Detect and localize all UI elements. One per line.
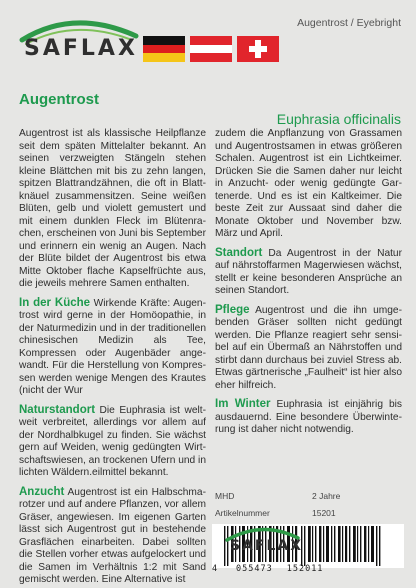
bottom-brand-name: SAFLAX — [230, 538, 304, 554]
location-text: Die Euphrasia ist weltweit verbreitet, allerdings vor allem auf der Nordhalbkugel zu finden. Sie wächst gern auf Weiden, wenig gedüngten Wirtschaftswiesen, an trockenen Ufern und in lichten Wäldern.eilmittel bekannt. — [19, 404, 206, 478]
winter-text: Euphrasia ist einjährig bis ausdauernd. Eine besondere Überwinterung ist daher nicht notwendig. — [215, 399, 402, 435]
site-section — [215, 247, 402, 298]
saflax-logo — [14, 10, 144, 68]
care-heading: Pflege — [215, 303, 250, 316]
article-value: 15201 — [312, 508, 336, 518]
barcode-number — [212, 564, 404, 574]
article-label: Artikelnummer — [215, 508, 270, 518]
switzerland-flag-icon — [237, 36, 279, 62]
care-text: Augentrost und die ihn umgebenden Gräser sollten nicht gedüngt werden. Die Pflanze reagiert sehr sensibel auf ein Übermaß an Nährstoffen und stirbt dann durchaus bei zuviel Stress ab. Etwas gärtnerische „Faulheit“ ist hier also eher hilfreich. — [215, 304, 402, 391]
cultivation-text: Augentrost ist ein Halbschmarotzer und auf andere Pflanzen, vor allem Gräser, angewiesen. Im eigenen Garten lässt sich Augentrost gut in bestehende Grasflächen einarbeiten. Dabei sollten die Stellen vorher etwas aufgelockert und die Samen im Verhältnis 1:2 mit Sand gemischt werden. Eine Alternative ist — [19, 486, 206, 585]
mhd-label: MHD — [215, 491, 235, 501]
kitchen-text: Wirkende Kräfte: Augentrost wird gerne in der Homöopathie, in der Naturmedizin und in der traditionellen chinesischen Medizin als Tee, Kompressen oder Augenbäder angewandt. Für die Herstellung von Kompressen werden wenige Mengen des Krautes (nicht der Wur — [19, 297, 206, 396]
top-title: Augentrost / Eyebright — [297, 17, 401, 29]
kitchen-heading: In der Küche — [19, 296, 91, 309]
intro-paragraph: Augentrost ist als klassische Heilpflanze seit dem späten Mittelalter bekannt. An seinen verzweigten Stängeln stehen kleine Blättchen mit bis zu zehn langen, spitzen Blattrandzähnen, die oft in Blattknäuel zusammensitzen. Seine weißen Blüten, gelb und violett gemustert und mit einem dunklen Fleck im Blütenrachen, erscheinen von Juni bis September und erinnern ein wenig an Augen. Nach der Blüte bildet der Augentrost bis etwa Mitte Oktober flache Kapselfrüchte aus, die jeweils mehrere Samen enthalten. — [19, 128, 206, 289]
germany-flag-icon — [143, 36, 185, 62]
austria-flag-icon — [190, 36, 232, 62]
barcode-lead-digit: 4 — [212, 564, 218, 574]
right-column — [215, 128, 402, 443]
article-row — [215, 508, 402, 518]
mhd-value: 2 Jahre — [312, 491, 341, 501]
barcode-group-2: 152011 — [286, 564, 324, 574]
site-text: Da Augentrost in der Natur auf nährstoffarmen Magerwiesen wächst, stellt er keine besonderen Ansprüche an seinen Standort. — [215, 247, 402, 296]
care-section — [215, 304, 402, 393]
brand-name: SAFLAX — [24, 36, 138, 61]
cultivation-heading: Anzucht — [19, 485, 65, 498]
site-heading: Standort — [215, 246, 263, 259]
winter-heading: Im Winter — [215, 398, 271, 410]
mhd-row — [215, 491, 402, 501]
latin-name: Euphrasia officinalis — [276, 111, 401, 127]
sowing-paragraph: zudem die Anpflanzung von Grassamen und Augentrostsamen in etwas größeren Schalen. Augentrost ist ein Lichtkeimer. Drücken Sie die Samen daher nur leicht in Anzucht- oder wenig gedüngte Gartenerde. Und es ist ein Kaltkeimer. Die beste Zeit zur Aussaat sind daher die Monate Oktober und November bzw. März und April. — [215, 128, 402, 239]
left-column — [19, 128, 206, 588]
barcode-group-1: 055473 — [236, 564, 273, 574]
product-title: Augentrost — [19, 91, 99, 108]
bottom-saflax-logo — [222, 520, 302, 560]
location-heading: Naturstandort — [19, 403, 96, 416]
winter-section — [215, 398, 402, 437]
location-section — [19, 404, 206, 480]
kitchen-section — [19, 297, 206, 398]
country-flags — [143, 36, 279, 62]
cultivation-section — [19, 486, 206, 587]
